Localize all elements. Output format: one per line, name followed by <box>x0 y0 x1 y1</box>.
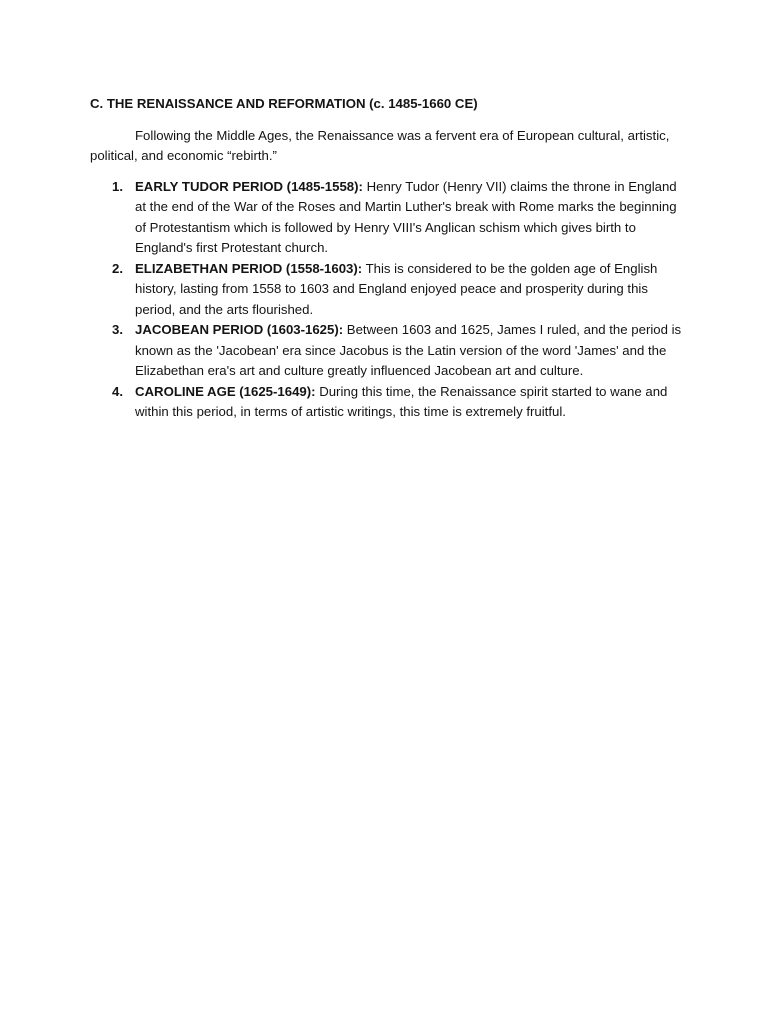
period-title: JACOBEAN PERIOD (1603-1625): <box>135 322 344 337</box>
period-description: Henry Tudor (Henry VII) claims the throne in England at the end of the War of the Roses and Martin Luther's break with Rome marks the beginning of Protestantism which is followed by Henry VIII's Anglican schism which gives birth to England's first Protestant church. <box>135 178 677 255</box>
period-description: During this time, the Renaissance spirit started to wane and within this period, in terms of artistic writings, this time is extremely fruitful. <box>135 383 668 419</box>
period-list <box>90 177 682 423</box>
period-number: 3. <box>112 322 123 337</box>
period-item-early-tudor <box>90 177 682 259</box>
intro-paragraph: Following the Middle Ages, the Renaissance was a fervent era of European cultural, artistic, political, and economic “rebirth.” <box>90 127 670 163</box>
period-number: 2. <box>112 260 123 276</box>
section-heading: C. THE RENAISSANCE AND REFORMATION (c. 1485-1660 CE) <box>90 96 478 111</box>
period-item-elizabethan <box>90 259 682 321</box>
period-description: This is considered to be the golden age of English history, lasting from 1558 to 1603 and England enjoyed peace and prosperity during this period, and the arts flourished. <box>135 260 658 317</box>
document-content <box>90 94 682 423</box>
period-item-caroline <box>90 382 682 423</box>
period-description: Between 1603 and 1625, James I ruled, and the period is known as the 'Jacobean' era since Jacobus is the Latin version of the word 'James' and the Elizabethan era's art and culture greatly influenced Jacobean art and culture. <box>135 322 682 378</box>
period-number: 4. <box>112 383 123 399</box>
period-title: ELIZABETHAN PERIOD (1558-1603): <box>135 260 363 276</box>
period-number: 1. <box>112 178 123 194</box>
period-title: EARLY TUDOR PERIOD (1485-1558): <box>135 178 363 194</box>
period-title: CAROLINE AGE (1625-1649): <box>135 383 316 399</box>
period-item-jacobean <box>90 320 682 382</box>
